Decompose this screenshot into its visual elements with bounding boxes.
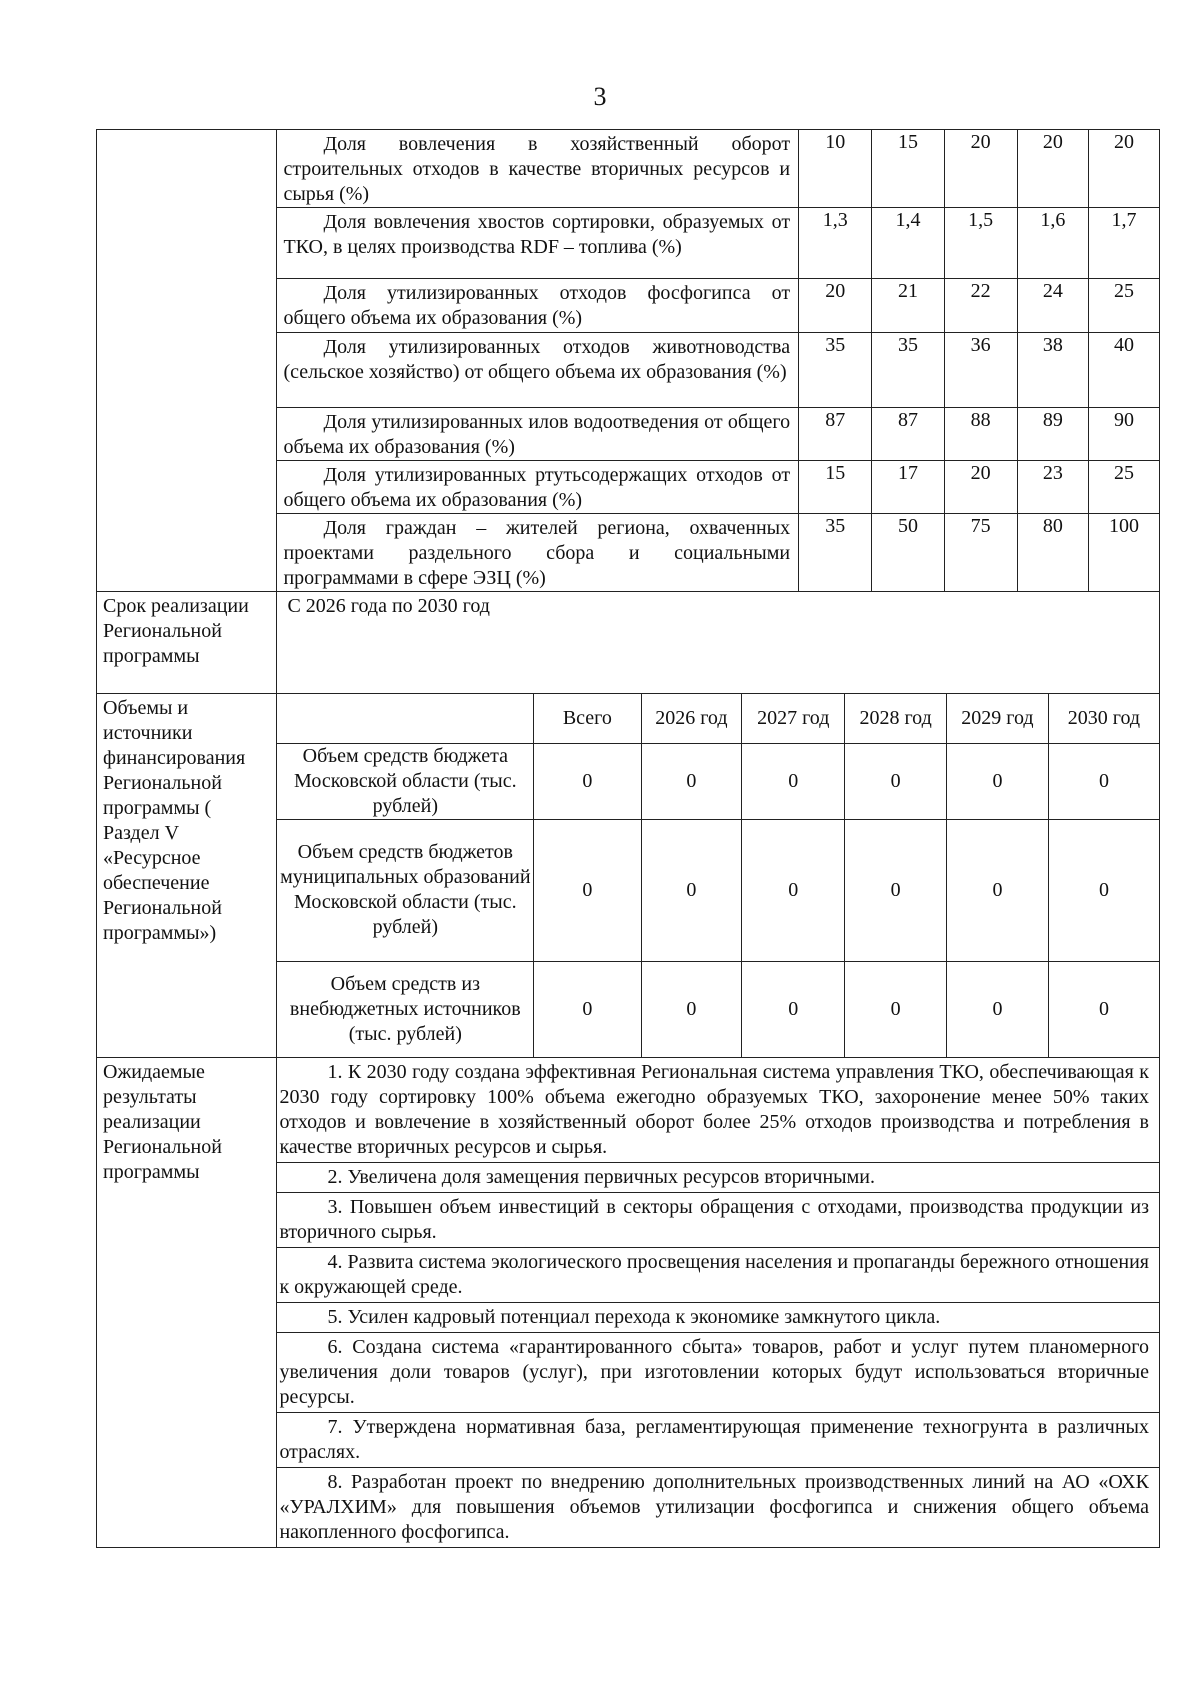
funding-table — [277, 694, 1159, 1057]
funding-value: 0 — [845, 819, 947, 961]
result-item: 5. Усилен кадровый потенциал перехода к экономике замкнутого цикла. — [277, 1303, 1160, 1333]
indicator-text: Доля утилизированных отходов фосфогипса от общего объема их образования (%) — [277, 279, 799, 333]
funding-header: 2026 год — [641, 694, 742, 743]
indicator-value: 80 — [1017, 514, 1088, 592]
indicator-value: 24 — [1017, 279, 1088, 333]
funding-data-row — [277, 961, 1159, 1057]
program-passport-table — [96, 129, 1160, 1548]
result-item: 2. Увеличена доля замещения первичных ресурсов вторичными. — [277, 1163, 1160, 1193]
funding-data-row — [277, 819, 1159, 961]
indicator-text: Доля граждан – жителей региона, охваченных проектами раздельного сбора и социальными программами в сфере ЭЗЦ (%) — [277, 514, 799, 592]
indicator-value: 10 — [799, 130, 872, 208]
funding-data-row — [277, 743, 1159, 819]
funding-header: 2028 год — [845, 694, 947, 743]
funding-header: 2027 год — [742, 694, 845, 743]
results-label: Ожидаемые результаты реализации Региональной программы — [97, 1058, 277, 1548]
indicator-value: 35 — [799, 333, 872, 408]
indicator-value: 25 — [1088, 461, 1159, 514]
funding-header-empty — [277, 694, 533, 743]
indicator-value: 38 — [1017, 333, 1088, 408]
funding-value: 0 — [845, 743, 947, 819]
indicator-value: 20 — [799, 279, 872, 333]
indicators-label-cell — [97, 130, 277, 592]
indicator-value: 20 — [1088, 130, 1159, 208]
indicator-value: 22 — [944, 279, 1017, 333]
funding-value: 0 — [1048, 961, 1159, 1057]
funding-value: 0 — [641, 819, 742, 961]
indicator-text: Доля вовлечения в хозяйственный оборот строительных отходов в качестве вторичных ресурсов и сырья (%) — [277, 130, 799, 208]
funding-source: Объем средств бюджета Московской области (тыс. рублей) — [277, 743, 533, 819]
indicator-value: 50 — [872, 514, 944, 592]
indicator-text: Доля утилизированных илов водоотведения от общего объема их образования (%) — [277, 408, 799, 461]
funding-header: 2030 год — [1048, 694, 1159, 743]
indicator-value: 90 — [1088, 408, 1159, 461]
indicator-value: 1,6 — [1017, 208, 1088, 279]
period-value: С 2026 года по 2030 год — [277, 592, 1160, 694]
funding-value: 0 — [534, 743, 641, 819]
indicator-row — [97, 130, 1160, 208]
result-item: 6. Создана система «гарантированного сбыта» товаров, работ и услуг путем планомерного увеличения доли товаров (услуг), при изготовлении которых будут использоваться вторичные ресурсы. — [277, 1333, 1160, 1413]
result-item: 4. Развита система экологического просвещения населения и пропаганды бережного отношения к окружающей среде. — [277, 1248, 1160, 1303]
indicator-value: 15 — [799, 461, 872, 514]
indicator-value: 1,4 — [872, 208, 944, 279]
funding-value: 0 — [742, 743, 845, 819]
indicator-value: 20 — [1017, 130, 1088, 208]
funding-source: Объем средств бюджетов муниципальных образований Московской области (тыс. рублей) — [277, 819, 533, 961]
results-row — [97, 1058, 1160, 1163]
funding-value: 0 — [1048, 819, 1159, 961]
indicator-value: 15 — [872, 130, 944, 208]
indicator-value: 23 — [1017, 461, 1088, 514]
funding-value: 0 — [947, 819, 1049, 961]
funding-value: 0 — [641, 961, 742, 1057]
indicator-value: 20 — [944, 461, 1017, 514]
indicator-value: 17 — [872, 461, 944, 514]
result-item: 7. Утверждена нормативная база, регламентирующая применение техногрунта в различных отраслях. — [277, 1413, 1160, 1468]
funding-value: 0 — [534, 961, 641, 1057]
funding-value: 0 — [947, 743, 1049, 819]
indicator-value: 40 — [1088, 333, 1159, 408]
indicator-text: Доля вовлечения хвостов сортировки, образуемых от ТКО, в целях производства RDF – топлива (%) — [277, 208, 799, 279]
funding-header: Всего — [534, 694, 641, 743]
indicator-value: 20 — [944, 130, 1017, 208]
indicator-value: 87 — [799, 408, 872, 461]
result-item: 3. Повышен объем инвестиций в секторы обращения с отходами, производства продукции из вторичного сырья. — [277, 1193, 1160, 1248]
indicator-value: 21 — [872, 279, 944, 333]
funding-value: 0 — [947, 961, 1049, 1057]
page-number: 3 — [593, 82, 607, 111]
indicator-value: 1,3 — [799, 208, 872, 279]
indicator-value: 35 — [872, 333, 944, 408]
indicator-text: Доля утилизированных отходов животноводства (сельское хозяйство) от общего объема их образования (%) — [277, 333, 799, 408]
indicator-value: 89 — [1017, 408, 1088, 461]
result-item: 8. Разработан проект по внедрению дополнительных производственных линий на АО «ОХК «УРАЛХИМ» для повышения объемов утилизации фосфогипса и снижения общего объема накопленного фосфогипса. — [277, 1468, 1160, 1548]
funding-value: 0 — [641, 743, 742, 819]
indicator-value: 1,5 — [944, 208, 1017, 279]
indicator-value: 35 — [799, 514, 872, 592]
funding-cell — [277, 694, 1160, 1058]
indicator-value: 100 — [1088, 514, 1159, 592]
indicator-value: 25 — [1088, 279, 1159, 333]
result-item: 1. К 2030 году создана эффективная Региональная система управления ТКО, обеспечивающая к 2030 году сортировку 100% объема ежегодно образуемых ТКО, захоронение менее 50% таких отходов и вовлечение в хозяйственный оборот более 25% отходов производства и потребления в качестве вторичных ресурсов и сырья. — [277, 1058, 1160, 1163]
indicator-value: 1,7 — [1088, 208, 1159, 279]
period-label: Срок реализации Региональной программы — [97, 592, 277, 694]
funding-row — [97, 694, 1160, 1058]
funding-label: Объемы и источники финансирования Региональной программы ( Раздел V «Ресурсное обеспечение Региональной программы») — [97, 694, 277, 1058]
indicator-value: 87 — [872, 408, 944, 461]
funding-header: 2029 год — [947, 694, 1049, 743]
funding-value: 0 — [534, 819, 641, 961]
indicator-value: 88 — [944, 408, 1017, 461]
funding-source: Объем средств из внебюджетных источников (тыс. рублей) — [277, 961, 533, 1057]
indicator-value: 36 — [944, 333, 1017, 408]
period-row — [97, 592, 1160, 694]
funding-value: 0 — [742, 961, 845, 1057]
funding-value: 0 — [1048, 743, 1159, 819]
funding-value: 0 — [845, 961, 947, 1057]
funding-value: 0 — [742, 819, 845, 961]
indicator-value: 75 — [944, 514, 1017, 592]
funding-header-row — [277, 694, 1159, 743]
indicator-text: Доля утилизированных ртутьсодержащих отходов от общего объема их образования (%) — [277, 461, 799, 514]
